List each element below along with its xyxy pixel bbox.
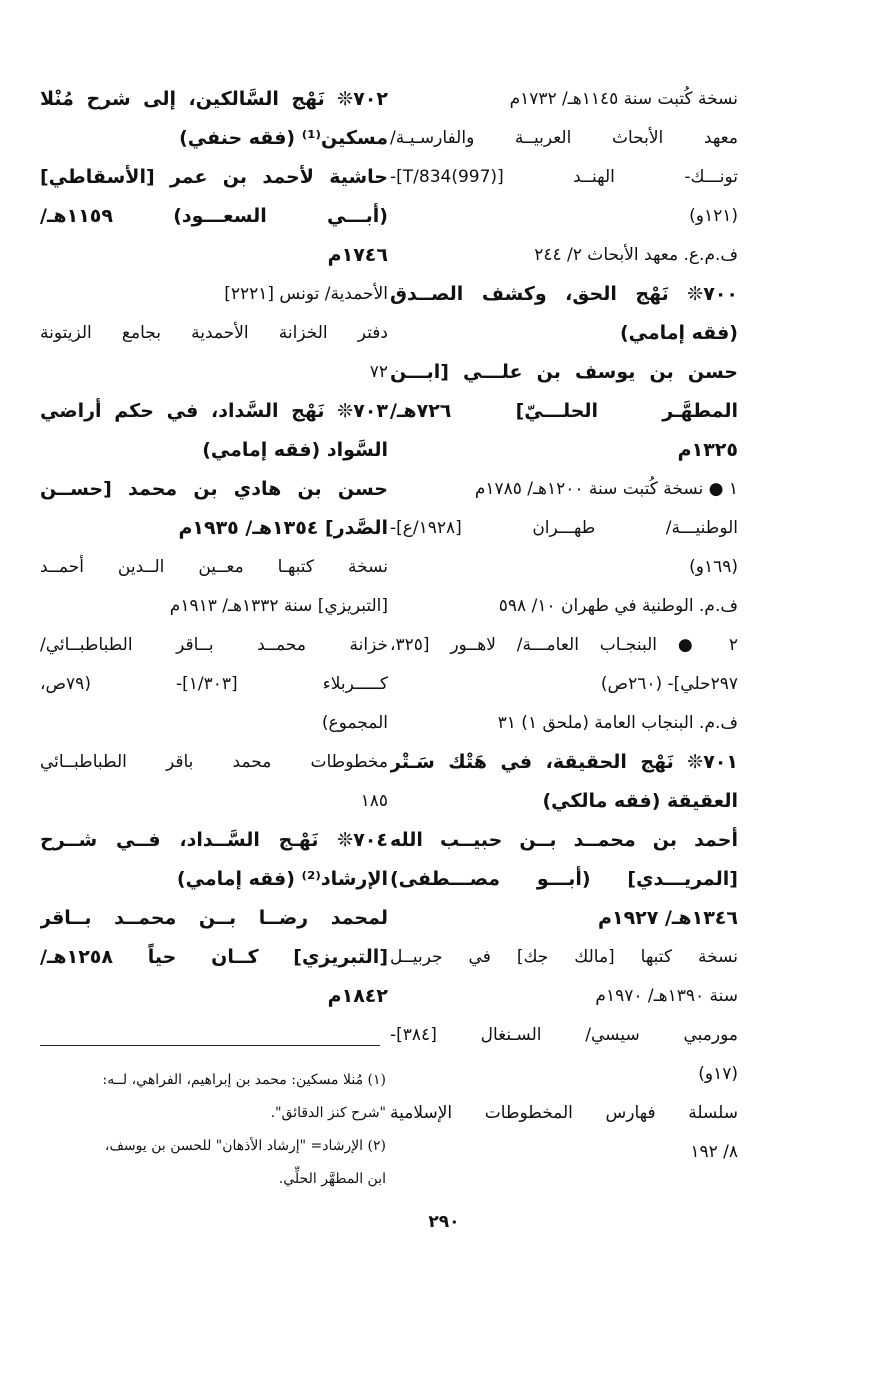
right-column-line: ف.م. الوطنية في طهران ١٠/ ٥٩٨: [498, 596, 738, 616]
left-column-line: ٧٠٢❊ نَهْج السَّالكين، إلى شرح مُنْلا: [40, 88, 388, 110]
left-column-line: المجموع): [321, 713, 388, 733]
left-column-line: ٧٢: [369, 362, 388, 382]
left-column-line: ١٨٥: [360, 791, 388, 811]
right-column-line: ١ ● نسخة كُتبت سنة ١٢٠٠هـ/ ١٧٨٥م: [474, 479, 738, 499]
right-column-line: مورمبي سيسي/ السـنغال [٣٨٤]-: [390, 1025, 738, 1045]
right-column-line: تونـــك- الهنــد [T/834(997)]-: [390, 167, 738, 187]
right-column-line: ف.م.ع. معهد الأبحاث ٢/ ٢٤٤: [534, 245, 738, 265]
left-column-line: كـــــربلاء [١/٣٠٣]- (٧٩ص،: [40, 674, 388, 694]
right-column-line: أحمد بن محمــد بــن حبيــب الله: [390, 829, 738, 851]
footnote-line: ابن المطهَّر الحلِّي.: [278, 1171, 386, 1187]
footnote-line: (١) مُنلا مسكين: محمد بن إبراهيم، الفراهي، لــه:: [102, 1072, 386, 1088]
left-column-line: مخطوطات محمد باقر الطباطبــائي: [40, 752, 388, 772]
left-column-line: نسخة كتبهـا معــين الــدين أحمــد: [40, 557, 388, 577]
right-column-line: ٧٠١❊ نَهْج الحقيقة، في هَتْك سَـتْر: [390, 751, 738, 773]
right-column-line: ٢ ● البنجـاب العامـــة/ لاهــور [٣٢٥،: [390, 635, 738, 655]
footnote-separator: [40, 1045, 380, 1046]
right-column-line: ٢٩٧حلي]- (٢٦٠ص): [600, 674, 738, 694]
right-column-line: نسخة كُتبت سنة ١١٤٥هـ/ ١٧٣٢م: [509, 89, 738, 109]
left-column-line: ٧٠٣❊ نَهْج السَّداد، في حكم أراضي: [40, 400, 388, 422]
left-column-line: الصَّدر] ١٣٥٤هـ/ ١٩٣٥م: [178, 517, 388, 539]
right-column-line: (١٦٩و): [689, 557, 738, 577]
right-column-line: ١٣٤٦هـ/ ١٩٢٧م: [598, 907, 738, 929]
left-column-line: لمحمد رضــا بــن محمــد بــاقر: [40, 907, 388, 929]
right-column-line: (١٢١و): [689, 206, 738, 226]
left-column-line: ٧٠٤❊ نَهْـج السَّــداد، فــي شــرح: [40, 829, 388, 851]
left-column-line: الأحمدية/ تونس [٢٢٢١]: [224, 284, 388, 304]
right-column-line: (فقه إمامي): [619, 322, 738, 344]
right-column-line: سنة ١٣٩٠هـ/ ١٩٧٠م: [595, 986, 738, 1006]
left-column-line: حاشية لأحمد بن عمر [الأسقاطي]: [40, 166, 388, 188]
right-column-line: [المريـــدي] (أبـــو مصـــطفى): [390, 868, 738, 890]
right-column-line: حسن بن يوسف بن علـــي [ابـــن: [390, 361, 738, 383]
right-column-line: سلسلة فهارس المخطوطات الإسلامية: [390, 1103, 738, 1123]
footnote-line: "شرح كنز الدقائق".: [270, 1105, 386, 1121]
left-column-line: حسن بن هادي بن محمد [حســن: [40, 478, 388, 500]
right-column-line: العقيقة (فقه مالكي): [542, 790, 738, 812]
right-column-line: ١٣٢٥م: [677, 439, 738, 461]
right-column-line: المطهَّـر الحلـــيّ] ٧٢٦هـ/: [390, 400, 738, 422]
footnotes: [40, 1064, 386, 1196]
right-column-line: ف.م. البنجاب العامة (ملحق ١) ٣١: [497, 713, 738, 733]
right-column-line: الوطنيـــة/ طهـــران [١٩٢٨/ع]-: [390, 518, 738, 538]
left-column-line: [التبريزي] سنة ١٣٣٢هـ/ ١٩١٣م: [169, 596, 388, 616]
right-column-line: ٧٠٠❊ نَهْج الحق، وكشف الصــدق: [390, 283, 738, 305]
left-column-line: خزانة محمــد بــاقر الطباطبــائي/: [40, 635, 388, 655]
left-column-line: الإرشاد⁽²⁾ (فقه إمامي): [176, 868, 388, 890]
left-column-line: ١٧٤٦م: [327, 244, 388, 266]
footnote-line: (٢) الإرشاد= "إرشاد الأذهان" للحسن بن يوسف،: [104, 1138, 386, 1154]
right-column: [390, 80, 738, 1172]
left-column-line: (أبـــي السعـــود) ١١٥٩هـ/: [40, 205, 388, 227]
left-column-line: دفتر الخزانة الأحمدية بجامع الزيتونة: [40, 323, 388, 343]
left-column-line: السَّواد (فقه إمامي): [202, 439, 388, 461]
left-column-line: مسكين⁽¹⁾ (فقه حنفي): [179, 127, 388, 149]
left-column-line: [التبريزي] كــان حياً ١٢٥٨هـ/: [40, 946, 388, 968]
page-number: ٢٩٠: [428, 1212, 460, 1232]
left-column-line: ١٨٤٢م: [327, 985, 388, 1007]
right-column-line: (١٧و): [698, 1064, 738, 1084]
left-column: [40, 80, 388, 1016]
right-column-line: ٨/ ١٩٢: [690, 1142, 738, 1162]
right-column-line: نسخة كتبها [مالك جك] في جربيــل: [390, 947, 738, 967]
right-column-line: معهد الأبحاث العربيــة والفارسـيـة/: [390, 128, 738, 148]
